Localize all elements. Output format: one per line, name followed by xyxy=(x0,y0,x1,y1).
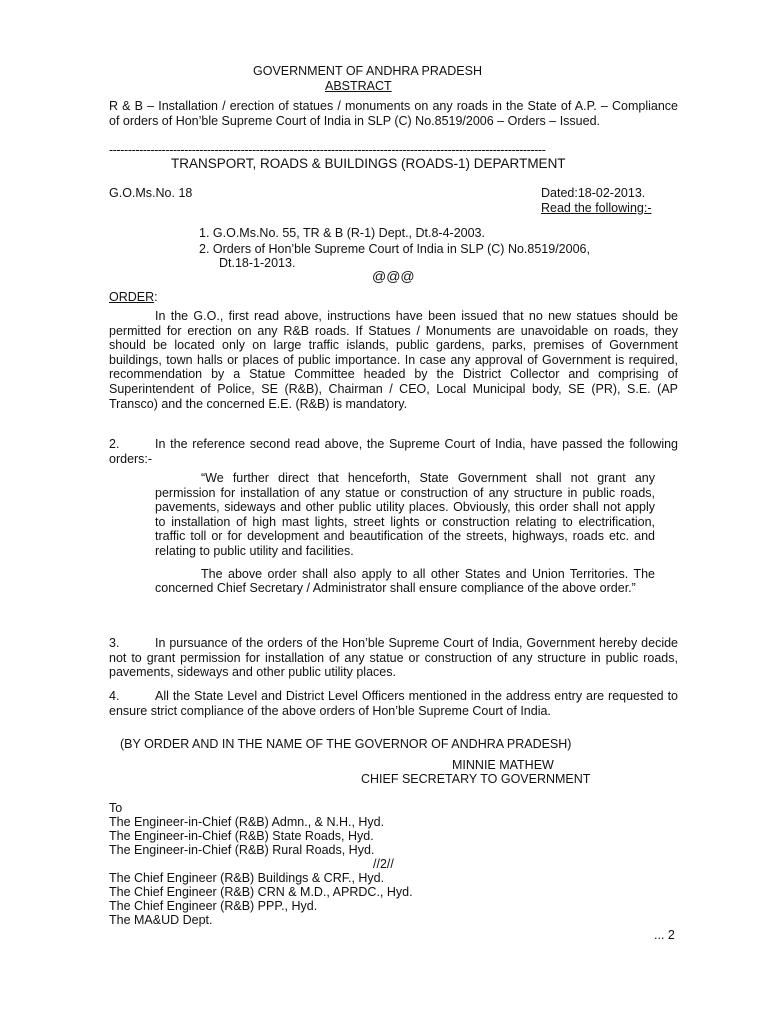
paragraph-2-number: 2. xyxy=(109,437,120,451)
recipient-list-2 xyxy=(109,871,413,927)
page-mark: //2// xyxy=(373,857,394,871)
recipient: The Engineer-in-Chief (R&B) Rural Roads, Hyd. xyxy=(109,843,375,857)
abstract-heading: ABSTRACT xyxy=(325,79,392,93)
signatory-title: CHIEF SECRETARY TO GOVERNMENT xyxy=(361,772,591,786)
recipient: The Engineer-in-Chief (R&B) State Roads, Hyd. xyxy=(109,829,374,843)
order-label: ORDER xyxy=(109,290,155,304)
government-heading: GOVERNMENT OF ANDHRA PRADESH xyxy=(253,64,482,78)
paragraph-1 xyxy=(109,309,678,411)
paragraph-3 xyxy=(109,636,678,680)
department-heading: TRANSPORT, ROADS & BUILDINGS (ROADS-1) DEPARTMENT xyxy=(171,156,566,171)
reference-1: 1. G.O.Ms.No. 55, TR & B (R-1) Dept., Dt.8-4-2003. xyxy=(199,226,485,240)
read-following: Read the following:- xyxy=(541,201,652,215)
order-colon: : xyxy=(154,290,158,304)
reference-2-date: Dt.18-1-2013. xyxy=(219,256,296,270)
paragraph-4-number: 4. xyxy=(109,689,120,703)
reference-2: 2. Orders of Hon’ble Supreme Court of India in SLP (C) No.8519/2006, xyxy=(199,242,590,256)
subject-paragraph xyxy=(109,99,678,128)
paragraph-2 xyxy=(109,437,678,466)
recipient: The Chief Engineer (R&B) Buildings & CRF., Hyd. xyxy=(109,871,385,885)
go-number: G.O.Ms.No. 18 xyxy=(109,186,193,200)
quote-paragraph-1: “We further direct that henceforth, State Government shall not grant any permission for installation of any statue or construction of any structure in public roads, pavements, sideways and other public utility places. Obviously, this order shall not apply to installation of high mast lights, street lights or construction relating to electrification, traffic toll or for development and beautification of the streets, highways, roads etc. and relating to public utility and facilities. xyxy=(155,471,655,558)
paragraph-3-number: 3. xyxy=(109,636,120,650)
dated-text: Dated:18-02-2013. xyxy=(541,186,646,200)
paragraph-2-text: In the reference second read above, the Supreme Court of India, have passed the following orders:- xyxy=(109,437,678,466)
recipient: The Chief Engineer (R&B) PPP., Hyd. xyxy=(109,899,318,913)
recipient: The MA&UD Dept. xyxy=(109,913,213,927)
recipient: The Chief Engineer (R&B) CRN & M.D., APRDC., Hyd. xyxy=(109,885,413,899)
to-label: To xyxy=(109,801,123,815)
recipient-list-1 xyxy=(109,815,384,857)
signatory-name: MINNIE MATHEW xyxy=(452,758,554,772)
quote-block xyxy=(155,471,655,596)
separator-symbol: @@@ xyxy=(372,268,415,284)
paragraph-4 xyxy=(109,689,678,718)
continuation-mark: ... 2 xyxy=(654,928,675,942)
recipient: The Engineer-in-Chief (R&B) Admn., & N.H., Hyd. xyxy=(109,815,385,829)
separator-line: -------------------------------------------------------------------------------------------------------------------- xyxy=(109,143,546,157)
paragraph-3-text: In pursuance of the orders of the Hon’ble Supreme Court of India, Government hereby decide not to grant permission for installation of any statue or construction of any structure in public roads, pavements, sideways and other public utility places. xyxy=(109,636,678,680)
by-order-line: (BY ORDER AND IN THE NAME OF THE GOVERNOR OF ANDHRA PRADESH) xyxy=(120,737,572,751)
quote-paragraph-2: The above order shall also apply to all other States and Union Territories. The concerned Chief Secretary / Administrator shall ensure compliance of the above order.” xyxy=(155,566,655,596)
subject-text: R & B – Installation / erection of statues / monuments on any roads in the State of A.P. – Compliance of orders of Hon’ble Supreme Court of India in SLP (C) No.8519/2006 – Orders – Issued. xyxy=(109,99,678,128)
order-heading xyxy=(109,290,158,304)
paragraph-1-text: In the G.O., first read above, instructions have been issued that no new statues should be permitted for erection on any R&B roads. If Statues / Monuments are unavoidable on roads, they should be located only on large traffic islands, public gardens, parks, premises of Government buildings, town halls or places of public importance. In case any approval of Government is required, recommendation by a Statue Committee headed by the District Collector and comprising of Superintendent of Police, SE (R&B), Chairman / CEO, Local Municipal body, SE (PR), S.E. (AP Transco) and the concerned E.E. (R&B) is mandatory. xyxy=(109,309,678,411)
paragraph-4-text: All the State Level and District Level Officers mentioned in the address entry are requested to ensure strict compliance of the above orders of Hon’ble Supreme Court of India. xyxy=(109,689,678,718)
